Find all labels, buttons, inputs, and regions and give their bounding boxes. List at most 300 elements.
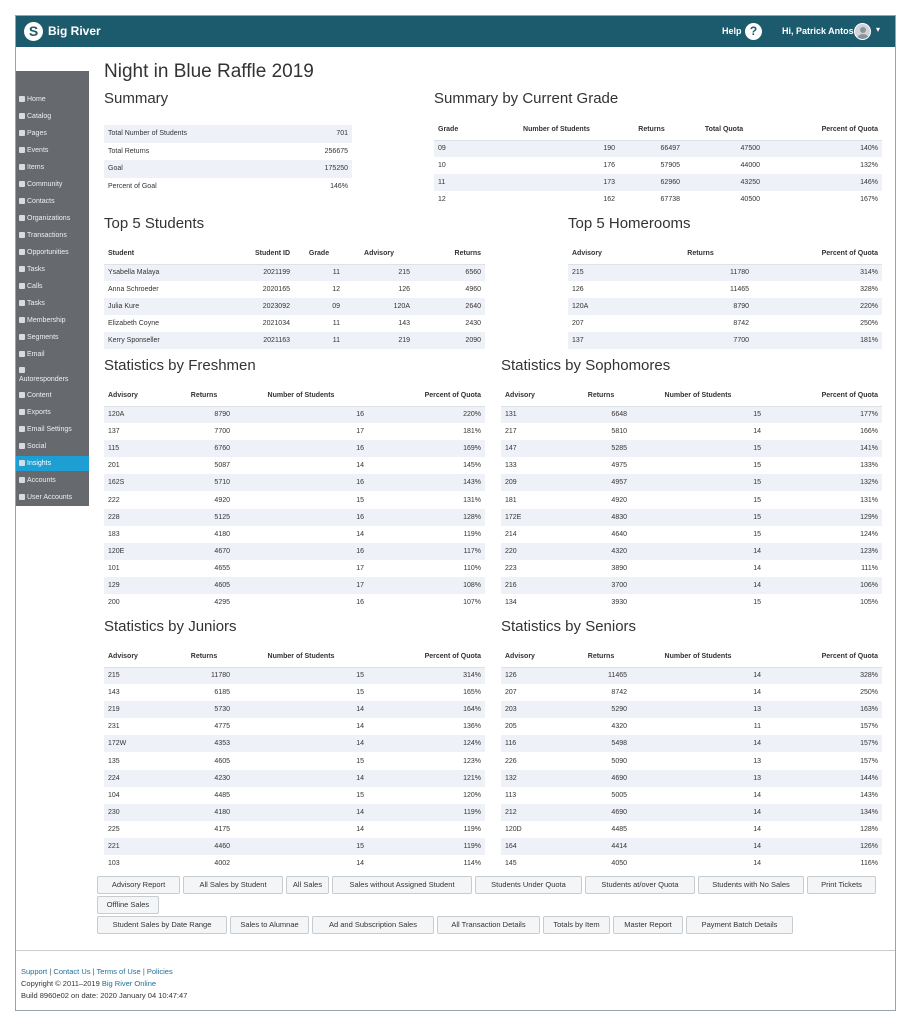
table-cell-returns: 4690: [571, 770, 631, 787]
table-cell-advisory: 215: [104, 667, 174, 684]
table-cell-returns: 4975: [611, 462, 627, 470]
big-river-logo-icon[interactable]: S: [24, 22, 43, 41]
table-cell-returns: 5290: [571, 701, 631, 718]
summary-value: 175250: [274, 160, 352, 178]
table-cell-returns: 5730: [174, 701, 234, 718]
table-cell-percent-of-quota: 145%: [463, 462, 481, 470]
exports-icon: [19, 409, 25, 415]
master-report-button[interactable]: Master Report: [613, 916, 683, 934]
table-row: [501, 491, 882, 508]
table-row: [501, 821, 882, 838]
table-row: [104, 787, 485, 804]
table-row: [104, 560, 485, 577]
autoresponders-icon: [19, 367, 25, 373]
ad-and-subscription-sales-button[interactable]: Ad and Subscription Sales: [312, 916, 434, 934]
table-cell-percent-of-quota: 117%: [368, 543, 485, 560]
table-cell-student-id: 2021163: [219, 332, 294, 349]
table-cell-advisory: 207: [505, 689, 517, 697]
table-cell-percent-of-quota: 166%: [860, 428, 878, 436]
table-cell-number-of-students: 14: [753, 791, 761, 799]
sidebar-item-insights[interactable]: [16, 456, 89, 471]
table-cell-returns: 11780: [174, 667, 234, 684]
table-row: [104, 838, 485, 855]
build-info: Build 8960e02 on date: 2020 January 04 10:47:47: [21, 991, 188, 1000]
table-cell-student: Julia Kure: [104, 298, 219, 315]
all-sales-by-student-button[interactable]: All Sales by Student: [183, 876, 283, 894]
report-button-row: [97, 916, 887, 936]
column-header-student-id[interactable]: Student ID: [219, 243, 294, 264]
sidebar-item-exports[interactable]: [16, 405, 89, 420]
table-cell-advisory: 103: [108, 860, 120, 868]
table-cell-percent-of-quota: 167%: [860, 196, 878, 204]
column-header-advisory[interactable]: Advisory: [501, 646, 571, 667]
table-cell-advisory: 215: [344, 264, 414, 281]
column-header-percent-of-quota[interactable]: Percent of Quota: [764, 119, 882, 140]
sidebar-item-tasks[interactable]: [16, 262, 89, 277]
table-cell-percent-of-quota: 106%: [765, 577, 882, 594]
sidebar-item-label: User Accounts: [27, 494, 73, 501]
table-cell-advisory: 129: [104, 577, 174, 594]
table-cell-percent-of-quota: 119%: [368, 838, 485, 855]
table-cell-returns: 2090: [414, 332, 485, 349]
sales-without-assigned-student-button[interactable]: Sales without Assigned Student: [332, 876, 472, 894]
table-row: [104, 735, 485, 752]
sidebar-item-label: Insights: [27, 460, 52, 467]
copyright: [21, 978, 187, 990]
organizations-icon: [19, 215, 25, 221]
column-header-advisory[interactable]: Advisory: [104, 646, 174, 667]
table-cell-returns: 7700: [648, 332, 753, 349]
column-header-percent-of-quota[interactable]: Percent of Quota: [753, 243, 882, 264]
table-cell-number-of-students: 15: [631, 474, 765, 491]
sidebar-item-organizations[interactable]: [16, 211, 89, 226]
table-cell-number-of-students: 14: [631, 667, 765, 684]
table-cell-percent-of-quota: 220%: [753, 298, 882, 315]
table-cell-returns: 4920: [214, 496, 230, 504]
table-cell-returns: 3700: [571, 577, 631, 594]
transactions-icon: [19, 232, 25, 238]
table-row: [104, 281, 485, 298]
student-sales-by-date-range-button[interactable]: Student Sales by Date Range: [97, 916, 227, 934]
insights-icon: [19, 460, 25, 466]
table-cell-advisory: 126: [398, 286, 410, 294]
juniors-title: Statistics by Juniors: [104, 618, 237, 635]
sidebar-item-transactions[interactable]: [16, 228, 89, 243]
column-header-returns[interactable]: Returns: [571, 385, 631, 406]
table-row: [104, 474, 485, 491]
payment-batch-details-button[interactable]: Payment Batch Details: [686, 916, 793, 934]
table-cell-returns: 4690: [571, 804, 631, 821]
tasks-icon: [19, 300, 25, 306]
table-cell-returns: 62960: [619, 174, 684, 191]
table-cell-returns: 4920: [611, 496, 627, 504]
column-header-advisory[interactable]: Advisory: [344, 243, 414, 264]
table-cell-advisory: 183: [108, 530, 120, 538]
table-cell-returns: 7700: [214, 428, 230, 436]
table-cell-grade: 11: [434, 174, 494, 191]
table-cell-returns: 4775: [214, 723, 230, 731]
sidebar-item-community[interactable]: [16, 177, 89, 192]
table-cell-grade: 09: [294, 298, 344, 315]
table-cell-returns: 8790: [174, 406, 234, 423]
table-cell-advisory: 143: [108, 689, 120, 697]
advisory-report-button[interactable]: Advisory Report: [97, 876, 180, 894]
column-header-number-of-students[interactable]: Number of Students: [631, 646, 765, 667]
contacts-icon: [19, 198, 25, 204]
sidebar-item-label: Pages: [27, 130, 47, 137]
table-row: [501, 423, 882, 440]
terms-of-use-link[interactable]: Terms of Use: [96, 967, 141, 976]
table-cell-advisory: 137: [108, 428, 120, 436]
report-buttons: [97, 876, 887, 936]
table-cell-advisory: 224: [104, 770, 174, 787]
user-accounts-icon: [19, 494, 25, 500]
table-row: [501, 684, 882, 701]
sidebar-item-label: Calls: [27, 283, 43, 290]
sidebar-item-label: Social: [27, 443, 47, 450]
table-cell-number-of-students: 190: [494, 140, 619, 157]
summary-value: 701: [274, 125, 352, 143]
table-cell-advisory: 217: [505, 428, 517, 436]
table-cell-number-of-students: 14: [631, 543, 765, 560]
table-cell-number-of-students: 14: [631, 838, 765, 855]
table-row: [501, 701, 882, 718]
table-cell-advisory: 172W: [104, 735, 174, 752]
column-header-grade[interactable]: Grade: [434, 119, 494, 140]
content-icon: [19, 392, 25, 398]
table-cell-percent-of-quota: 132%: [860, 162, 878, 170]
table-cell-advisory: 226: [505, 757, 517, 765]
table-cell-advisory: 120A: [568, 298, 648, 315]
sidebar-item-label: Community: [27, 181, 63, 188]
table-cell-advisory: 225: [108, 825, 120, 833]
table-cell-returns: 4050: [611, 860, 627, 868]
sidebar-item-events[interactable]: [16, 143, 89, 158]
table-row: [104, 701, 485, 718]
column-header-advisory[interactable]: Advisory: [104, 385, 174, 406]
table-cell-advisory: 104: [108, 791, 120, 799]
column-header-returns[interactable]: Returns: [619, 119, 684, 140]
table-cell-advisory: 126: [501, 667, 571, 684]
column-header-percent-of-quota[interactable]: Percent of Quota: [765, 385, 882, 406]
sidebar-item-accounts[interactable]: [16, 473, 89, 488]
table-cell-total-quota: 43250: [684, 174, 764, 191]
sidebar-item-calls[interactable]: [16, 279, 89, 294]
table-cell-percent-of-quota: 114%: [463, 860, 481, 868]
table-row: [501, 526, 882, 543]
grade-summary-table: [434, 119, 882, 208]
column-header-returns[interactable]: Returns: [174, 385, 234, 406]
table-cell-number-of-students: 14: [234, 735, 368, 752]
table-cell-number-of-students: 13: [631, 770, 765, 787]
footer-divider: [16, 950, 895, 951]
sidebar-item-items[interactable]: [16, 160, 89, 175]
table-cell-advisory: 116: [501, 735, 571, 752]
freshmen-table: [104, 385, 485, 611]
column-header-returns[interactable]: Returns: [648, 243, 753, 264]
table-row: [434, 140, 882, 157]
sidebar-item-contacts[interactable]: [16, 194, 89, 209]
column-header-percent-of-quota[interactable]: Percent of Quota: [368, 385, 485, 406]
sidebar-item-label: Contacts: [27, 198, 55, 205]
report-button-row: [97, 876, 887, 896]
table-cell-returns: 4002: [214, 860, 230, 868]
table-cell-percent-of-quota: 108%: [368, 577, 485, 594]
table-row: [104, 509, 485, 526]
table-cell-percent-of-quota: 250%: [860, 689, 878, 697]
table-cell-percent-of-quota: 123%: [463, 757, 481, 765]
table-cell-returns: 4353: [174, 735, 234, 752]
table-cell-advisory: 231: [108, 723, 120, 731]
home-icon: [19, 96, 25, 102]
table-cell-percent-of-quota: 143%: [368, 474, 485, 491]
sidebar-item-label: Events: [27, 147, 49, 154]
table-row: [104, 406, 485, 423]
summary-row: [104, 125, 352, 143]
column-header-percent-of-quota[interactable]: Percent of Quota: [368, 646, 485, 667]
sophomores-title: Statistics by Sophomores: [501, 357, 671, 374]
column-header-student[interactable]: Student: [104, 243, 219, 264]
table-row: [104, 821, 485, 838]
table-row: [501, 838, 882, 855]
table-cell-student: Elizabeth Coyne: [108, 320, 159, 328]
table-cell-percent-of-quota: 128%: [368, 509, 485, 526]
table-cell-advisory: 221: [104, 838, 174, 855]
summary-table: [104, 125, 352, 195]
table-cell-percent-of-quota: 111%: [861, 564, 878, 572]
table-cell-percent-of-quota: 131%: [860, 496, 878, 504]
sidebar-item-home[interactable]: [16, 92, 89, 107]
sidebar-item-label: Exports: [27, 409, 51, 416]
sidebar-item-social[interactable]: [16, 439, 89, 454]
table-cell-number-of-students: 17: [356, 564, 364, 572]
table-cell-number-of-students: 14: [753, 860, 761, 868]
table-cell-returns: 11465: [730, 286, 749, 294]
table-row: [104, 718, 485, 735]
avatar[interactable]: [854, 23, 871, 40]
footer-separator: |: [49, 967, 52, 976]
table-cell-number-of-students: 14: [753, 825, 761, 833]
sidebar-item-label: Email Settings: [27, 426, 72, 433]
table-cell-advisory: 147: [501, 440, 571, 457]
table-cell-number-of-students: 15: [631, 509, 765, 526]
catalog-icon: [19, 113, 25, 119]
table-cell-advisory: 203: [501, 701, 571, 718]
table-cell-percent-of-quota: 120%: [463, 791, 481, 799]
support-link[interactable]: Support: [21, 967, 48, 976]
print-tickets-button[interactable]: Print Tickets: [807, 876, 876, 894]
table-cell-number-of-students: 15: [356, 791, 364, 799]
table-row: [501, 752, 882, 769]
table-cell-advisory: 115: [104, 440, 174, 457]
column-header-number-of-students[interactable]: Number of Students: [631, 385, 765, 406]
table-cell-returns: 2430: [465, 320, 481, 328]
events-icon: [19, 147, 25, 153]
offline-sales-button[interactable]: Offline Sales: [97, 896, 159, 914]
sidebar-item-label: Content: [27, 392, 52, 399]
table-cell-grade: 12: [332, 286, 340, 294]
pages-icon: [19, 130, 25, 136]
seniors-table: [501, 646, 882, 872]
table-cell-returns: 2640: [414, 298, 485, 315]
table-cell-advisory: 120A: [104, 406, 174, 423]
sales-to-alumnae-button[interactable]: Sales to Alumnae: [230, 916, 309, 934]
table-cell-total-quota: 44000: [740, 162, 760, 170]
table-cell-returns: 4485: [214, 791, 230, 799]
table-row: [104, 315, 485, 332]
sidebar-item-label: Email: [27, 351, 45, 358]
column-header-returns[interactable]: Returns: [174, 646, 234, 667]
table-cell-student: Ysabella Malaya: [104, 264, 219, 281]
column-header-grade[interactable]: Grade: [294, 243, 344, 264]
column-header-total-quota[interactable]: Total Quota: [684, 119, 764, 140]
table-cell-percent-of-quota: 126%: [765, 838, 882, 855]
table-cell-percent-of-quota: 157%: [860, 757, 878, 765]
table-cell-percent-of-quota: 107%: [463, 599, 481, 607]
table-cell-advisory: 126: [572, 286, 584, 294]
table-cell-percent-of-quota: 165%: [463, 689, 481, 697]
contact-us-link[interactable]: Contact Us: [53, 967, 91, 976]
sidebar-item-label: Opportunities: [27, 249, 69, 256]
sidebar-item-user-accounts[interactable]: [16, 490, 89, 505]
table-cell-advisory: 137: [568, 332, 648, 349]
table-cell-advisory: 222: [108, 496, 120, 504]
table-row: [104, 526, 485, 543]
all-sales-button[interactable]: All Sales: [286, 876, 329, 894]
column-header-returns[interactable]: Returns: [571, 646, 631, 667]
brand-name[interactable]: Big River: [48, 24, 101, 38]
table-cell-advisory: 220: [501, 543, 571, 560]
table-row: [104, 804, 485, 821]
grade-summary-title: Summary by Current Grade: [434, 90, 619, 107]
table-cell-advisory: 101: [108, 564, 120, 572]
column-header-percent-of-quota[interactable]: Percent of Quota: [765, 646, 882, 667]
summary-value: 146%: [330, 182, 348, 190]
table-row: [501, 667, 882, 684]
table-row: [104, 332, 485, 349]
table-cell-number-of-students: 15: [631, 440, 765, 457]
items-icon: [19, 164, 25, 170]
table-cell-advisory: 164: [501, 838, 571, 855]
sidebar-item-email[interactable]: [16, 347, 89, 362]
table-cell-number-of-students: 176: [603, 162, 615, 170]
all-transaction-details-button[interactable]: All Transaction Details: [437, 916, 540, 934]
policies-link[interactable]: Policies: [146, 967, 173, 976]
table-row: [501, 787, 882, 804]
table-cell-returns: 4670: [174, 543, 234, 560]
summary-row: [104, 178, 352, 196]
table-cell-number-of-students: 14: [234, 770, 368, 787]
table-cell-number-of-students: 13: [631, 701, 765, 718]
summary-label: Percent of Goal: [108, 182, 157, 190]
table-cell-percent-of-quota: 140%: [764, 140, 882, 157]
table-row: [434, 157, 882, 174]
table-row: [104, 594, 485, 611]
sidebar-item-content[interactable]: [16, 388, 89, 403]
table-cell-percent-of-quota: 124%: [368, 735, 485, 752]
chevron-down-icon[interactable]: ▾: [876, 25, 881, 34]
table-row: [501, 735, 882, 752]
help-icon[interactable]: ?: [745, 23, 762, 40]
table-row: [501, 855, 882, 872]
table-cell-returns: 11465: [571, 667, 631, 684]
sidebar-item-tasks[interactable]: [16, 296, 89, 311]
column-header-advisory[interactable]: Advisory: [501, 385, 571, 406]
students-with-no-sales-button[interactable]: Students with No Sales: [698, 876, 804, 894]
table-cell-number-of-students: 17: [356, 428, 364, 436]
table-cell-returns: 4605: [174, 577, 234, 594]
students-under-quota-button[interactable]: Students Under Quota: [475, 876, 582, 894]
table-cell-returns: 4295: [214, 599, 230, 607]
top-homerooms-table: [568, 243, 882, 349]
table-cell-advisory: 120E: [104, 543, 174, 560]
table-cell-number-of-students: 14: [356, 723, 364, 731]
table-cell-number-of-students: 14: [234, 701, 368, 718]
sidebar-item-opportunities[interactable]: [16, 245, 89, 260]
column-header-number-of-students[interactable]: Number of Students: [234, 646, 368, 667]
column-header-returns[interactable]: Returns: [414, 243, 485, 264]
top-students-title: Top 5 Students: [104, 215, 205, 232]
sidebar-item-email-settings[interactable]: [16, 422, 89, 437]
table-cell-returns: 4460: [174, 838, 234, 855]
table-cell-student-id: 2021034: [262, 320, 290, 328]
sidebar-item-segments[interactable]: [16, 330, 89, 345]
table-cell-student: Kerry Sponseller: [104, 332, 219, 349]
help-link[interactable]: Help: [722, 26, 742, 36]
students-at-over-quota-button[interactable]: Students at/over Quota: [585, 876, 695, 894]
user-greeting[interactable]: Hi, Patrick Antos: [782, 26, 854, 36]
table-row: [434, 174, 882, 191]
table-cell-number-of-students: 16: [234, 440, 368, 457]
table-row: [104, 684, 485, 701]
table-cell-advisory: 120A: [344, 298, 414, 315]
column-header-number-of-students[interactable]: Number of Students: [234, 385, 368, 406]
table-cell-number-of-students: 14: [356, 530, 364, 538]
sidebar-item-label: Autoresponders: [19, 376, 69, 383]
table-cell-percent-of-quota: 141%: [765, 440, 882, 457]
table-cell-number-of-students: 11: [753, 723, 761, 731]
table-cell-student: Anna Schroeder: [108, 286, 159, 294]
table-cell-percent-of-quota: 133%: [860, 462, 878, 470]
sidebar-item-pages[interactable]: [16, 126, 89, 141]
totals-by-item-button[interactable]: Totals by Item: [543, 916, 610, 934]
sidebar-item-catalog[interactable]: [16, 109, 89, 124]
sidebar-item-autoresponders[interactable]: [16, 364, 89, 386]
table-row: [501, 543, 882, 560]
table-cell-advisory: 131: [501, 406, 571, 423]
table-cell-grade: 11: [294, 332, 344, 349]
sidebar-item-label: Membership: [27, 317, 66, 324]
sidebar-item-membership[interactable]: [16, 313, 89, 328]
table-cell-percent-of-quota: 129%: [765, 509, 882, 526]
table-row: [568, 315, 882, 332]
table-cell-returns: 5087: [214, 462, 230, 470]
table-cell-percent-of-quota: 119%: [463, 530, 481, 538]
table-cell-advisory: 219: [344, 332, 414, 349]
table-cell-grade: 11: [294, 264, 344, 281]
table-cell-number-of-students: 16: [234, 406, 368, 423]
column-header-advisory[interactable]: Advisory: [568, 243, 648, 264]
table-cell-returns: 4180: [214, 530, 230, 538]
table-cell-advisory: 172E: [501, 509, 571, 526]
app-window: [15, 15, 896, 1011]
table-cell-returns: 3890: [611, 564, 627, 572]
table-cell-advisory: 216: [501, 577, 571, 594]
big-river-online-link[interactable]: Big River Online: [101, 979, 157, 988]
table-cell-number-of-students: 16: [234, 474, 368, 491]
table-row: [501, 406, 882, 423]
column-header-number-of-students[interactable]: Number of Students: [494, 119, 619, 140]
